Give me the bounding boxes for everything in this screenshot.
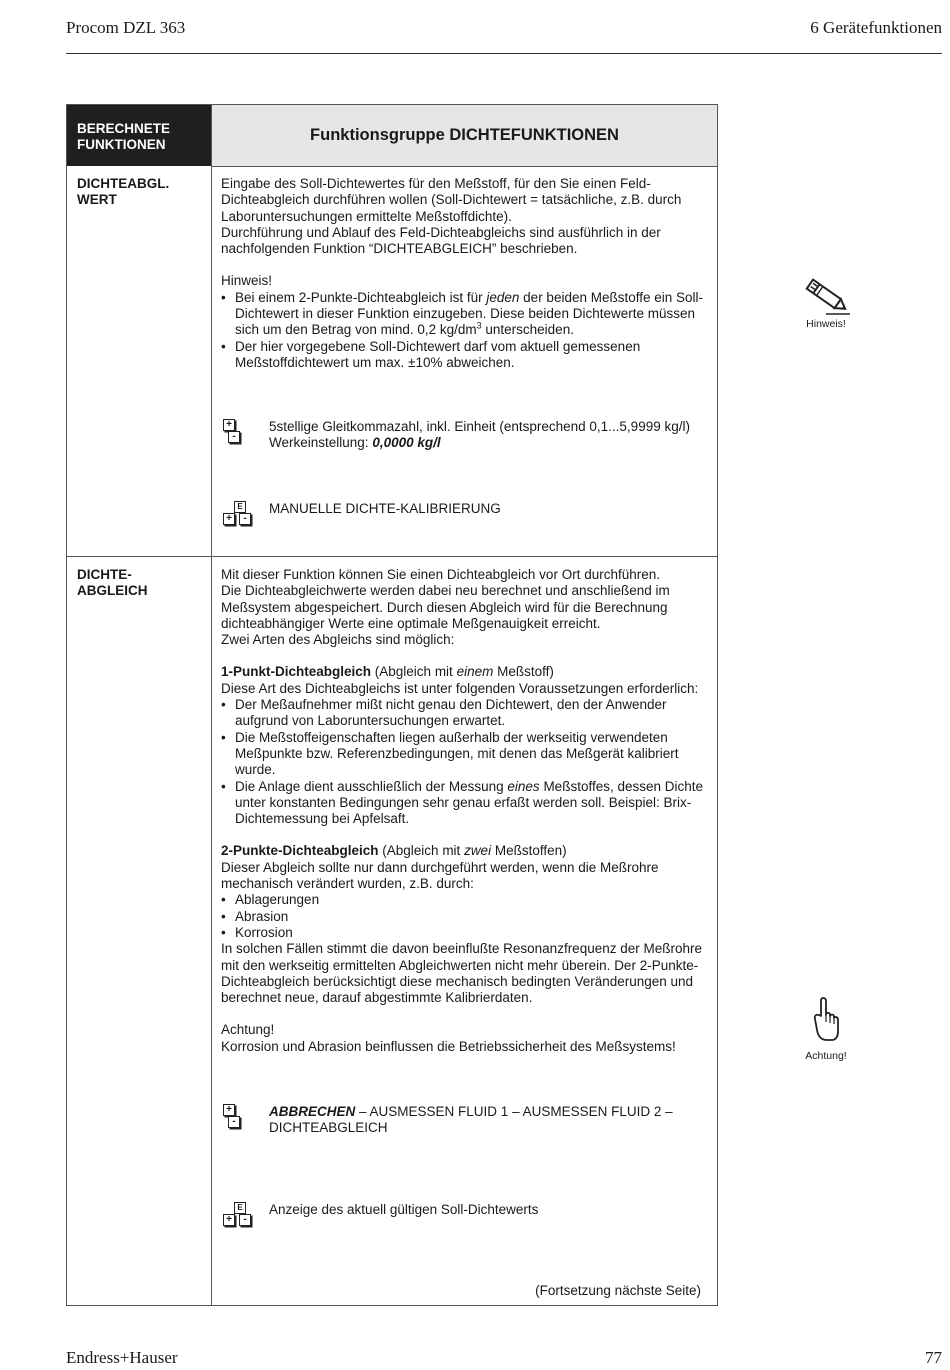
row1-label-line1: DICHTEABGL.: [77, 176, 170, 191]
pointing-hand-icon: [810, 996, 842, 1046]
hinweis-side-label: Hinweis!: [806, 318, 846, 330]
row1-plusminus-key-info: [221, 419, 709, 459]
row2-warning-text: Korrosion und Abrasion beinflussen die Betriebssicherheit des Meßsystems!: [221, 1038, 676, 1054]
row2-p2-text: Dieser Abgleich sollte nur dann durchgeführt werden, wenn die Meßrohre mechanisch verändert wurden, z.B. durch:: [221, 859, 659, 892]
row2-warning-title: Achtung!: [221, 1022, 275, 1038]
row2-description: [221, 567, 709, 1055]
row1-key1-default: Werkeinstellung: 0,0000 kg/l: [269, 435, 441, 451]
page-number: 77: [925, 1348, 942, 1367]
row2-p1-text: Diese Art des Dichteabgleichs ist unter folgenden Voraussetzungen erforderlich:: [221, 680, 699, 696]
plus-minus-keys-icon: + -: [221, 419, 245, 449]
row1-intro-line: Durchführung und Ablauf des Feld-Dichteabgleichs sind ausführlich in der: [221, 224, 661, 240]
row-label-dichteabgl-wert: [77, 176, 207, 208]
table-head-category: [67, 105, 211, 166]
row2-p2-bullet: • Ablagerungen: [221, 892, 709, 908]
pencil-note-icon: [800, 276, 852, 318]
continuation-note: (Fortsetzung nächste Seite): [535, 1283, 701, 1298]
row2-p1-bullet: • Die Meßstoffeigenschaften liegen außerhalb der werkseitig verwendeten Meßpunkte bzw. Referenzbedingungen, mit denen das Meßgerät kalibriert wurde.: [221, 730, 709, 779]
row1-note-bullet: • Der hier vorgegebene Soll-Dichtewert darf vom aktuell gemessenen Meßstoffdichtewert um max. ±10% abweichen.: [221, 339, 709, 372]
row1-key1-format: 5stellige Gleitkommazahl, inkl. Einheit (entsprechend 0,1...5,9999 kg/l): [269, 419, 690, 434]
row2-label-line1: DICHTE-: [77, 567, 132, 582]
row2-p2-bullet: • Abrasion: [221, 909, 709, 925]
row2-p2-list: [221, 892, 709, 941]
column-divider: [211, 105, 212, 1305]
table-head-group-title: Funktionsgruppe DICHTEFUNKTIONEN: [212, 105, 717, 167]
enter-plus-minus-keys-icon: E + -: [221, 501, 255, 529]
plus-minus-keys-icon: + -: [221, 1104, 245, 1134]
head-category-line2: FUNKTIONEN: [77, 137, 166, 152]
row2-p1-list: [221, 697, 709, 827]
function-table: [66, 104, 718, 1306]
row2-key2-text: Anzeige des aktuell gültigen Soll-Dichtewerts: [269, 1202, 539, 1217]
row1-enter-key-info: [221, 501, 709, 531]
row1-intro-line: Dichteabgleich durchführen wollen (Soll-Dichtewert = tatsächliche, z.B. durch: [221, 192, 682, 208]
row2-p2-text2: In solchen Fällen stimmt die davon beeinflußte Resonanzfrequenz der Meßrohre mit den werkseitig ermittelten Abgleichwerten nicht mehr überein. Der 2-Punkte-Dichteabgleich berücksichtigt diese mechanisch bedingten Veränderungen und berechnet neue, darauf abgestimmte Kalibrierdaten.: [221, 941, 703, 1006]
row2-intro-line: Zwei Arten des Abgleichs sind möglich:: [221, 632, 455, 648]
row2-intro-line: dichteabhängiger Werte eine optimale Meßgenauigkeit erreicht.: [221, 615, 601, 631]
row2-intro-line: Meßsystem abgespeichert. Durch diesen Abgleich wird für die Berechnung: [221, 599, 668, 615]
row2-key1-sequence: ABBRECHEN – AUSMESSEN FLUID 1 – AUSMESSEN FLUID 2 – DICHTEABGLEICH: [269, 1104, 673, 1136]
footer-company: Endress+Hauser: [66, 1348, 178, 1367]
row-divider: [67, 556, 717, 557]
row2-p1-heading: 1-Punkt-Dichteabgleich (Abgleich mit einem Meßstoff): [221, 664, 554, 680]
row1-label-line2: WERT: [77, 192, 117, 207]
row1-note-title: Hinweis!: [221, 273, 273, 289]
enter-plus-minus-keys-icon: E + -: [221, 1202, 255, 1230]
row1-note-list: [221, 290, 709, 371]
row1-intro-line: Eingabe des Soll-Dichtewertes für den Meßstoff, für den Sie einen Feld-: [221, 176, 651, 191]
row1-intro-line: Laboruntersuchungen ermittelte Meßstoffdichte).: [221, 208, 512, 224]
head-category-line1: BERECHNETE: [77, 121, 171, 136]
row1-note-bullet: • Bei einem 2-Punkte-Dichteabgleich ist für jeden der beiden Meßstoffe ein Soll-Dichtewert in dieser Funktion einzugeben. Diese beiden Dichtewerte müssen sich um den Betrag von mind. 0,2 $kg/dm^3$ unterscheiden.: [221, 290, 709, 339]
row2-p1-bullet: • Der Meßaufnehmer mißt nicht genau den Dichtewert, den der Anwender aufgrund von Laboruntersuchungen erwartet.: [221, 697, 709, 730]
row1-description: [221, 176, 709, 371]
header-doc-title: Procom DZL 363: [66, 18, 186, 37]
row2-intro-line: Mit dieser Funktion können Sie einen Dichteabgleich vor Ort durchführen.: [221, 567, 660, 582]
achtung-side-label: Achtung!: [805, 1050, 847, 1062]
row2-enter-key-info: [221, 1202, 709, 1232]
header-chapter: 6 Gerätefunktionen: [810, 18, 942, 37]
row2-label-line2: ABGLEICH: [77, 583, 148, 598]
row2-p2-bullet: • Korrosion: [221, 925, 709, 941]
row2-intro-line: Die Dichteabgleichwerte werden dabei neu berechnet und anschließend im: [221, 583, 670, 599]
row1-intro-line: nachfolgenden Funktion “DICHTEABGLEICH” beschrieben.: [221, 241, 578, 257]
row1-key2-text: MANUELLE DICHTE-KALIBRIERUNG: [269, 501, 501, 516]
header-rule: [66, 53, 942, 54]
row2-p2-heading: 2-Punkte-Dichteabgleich (Abgleich mit zwei Meßstoffen): [221, 843, 567, 859]
row2-p1-bullet: • Die Anlage dient ausschließlich der Messung eines Meßstoffes, dessen Dichte unter konstanten Bedingungen sehr genau erfaßt werden soll. Beispiel: Brix-Dichtemessung bei Apfelsaft.: [221, 779, 709, 828]
row-label-dichteabgleich: [77, 567, 207, 599]
row2-plusminus-key-info: [221, 1104, 709, 1144]
